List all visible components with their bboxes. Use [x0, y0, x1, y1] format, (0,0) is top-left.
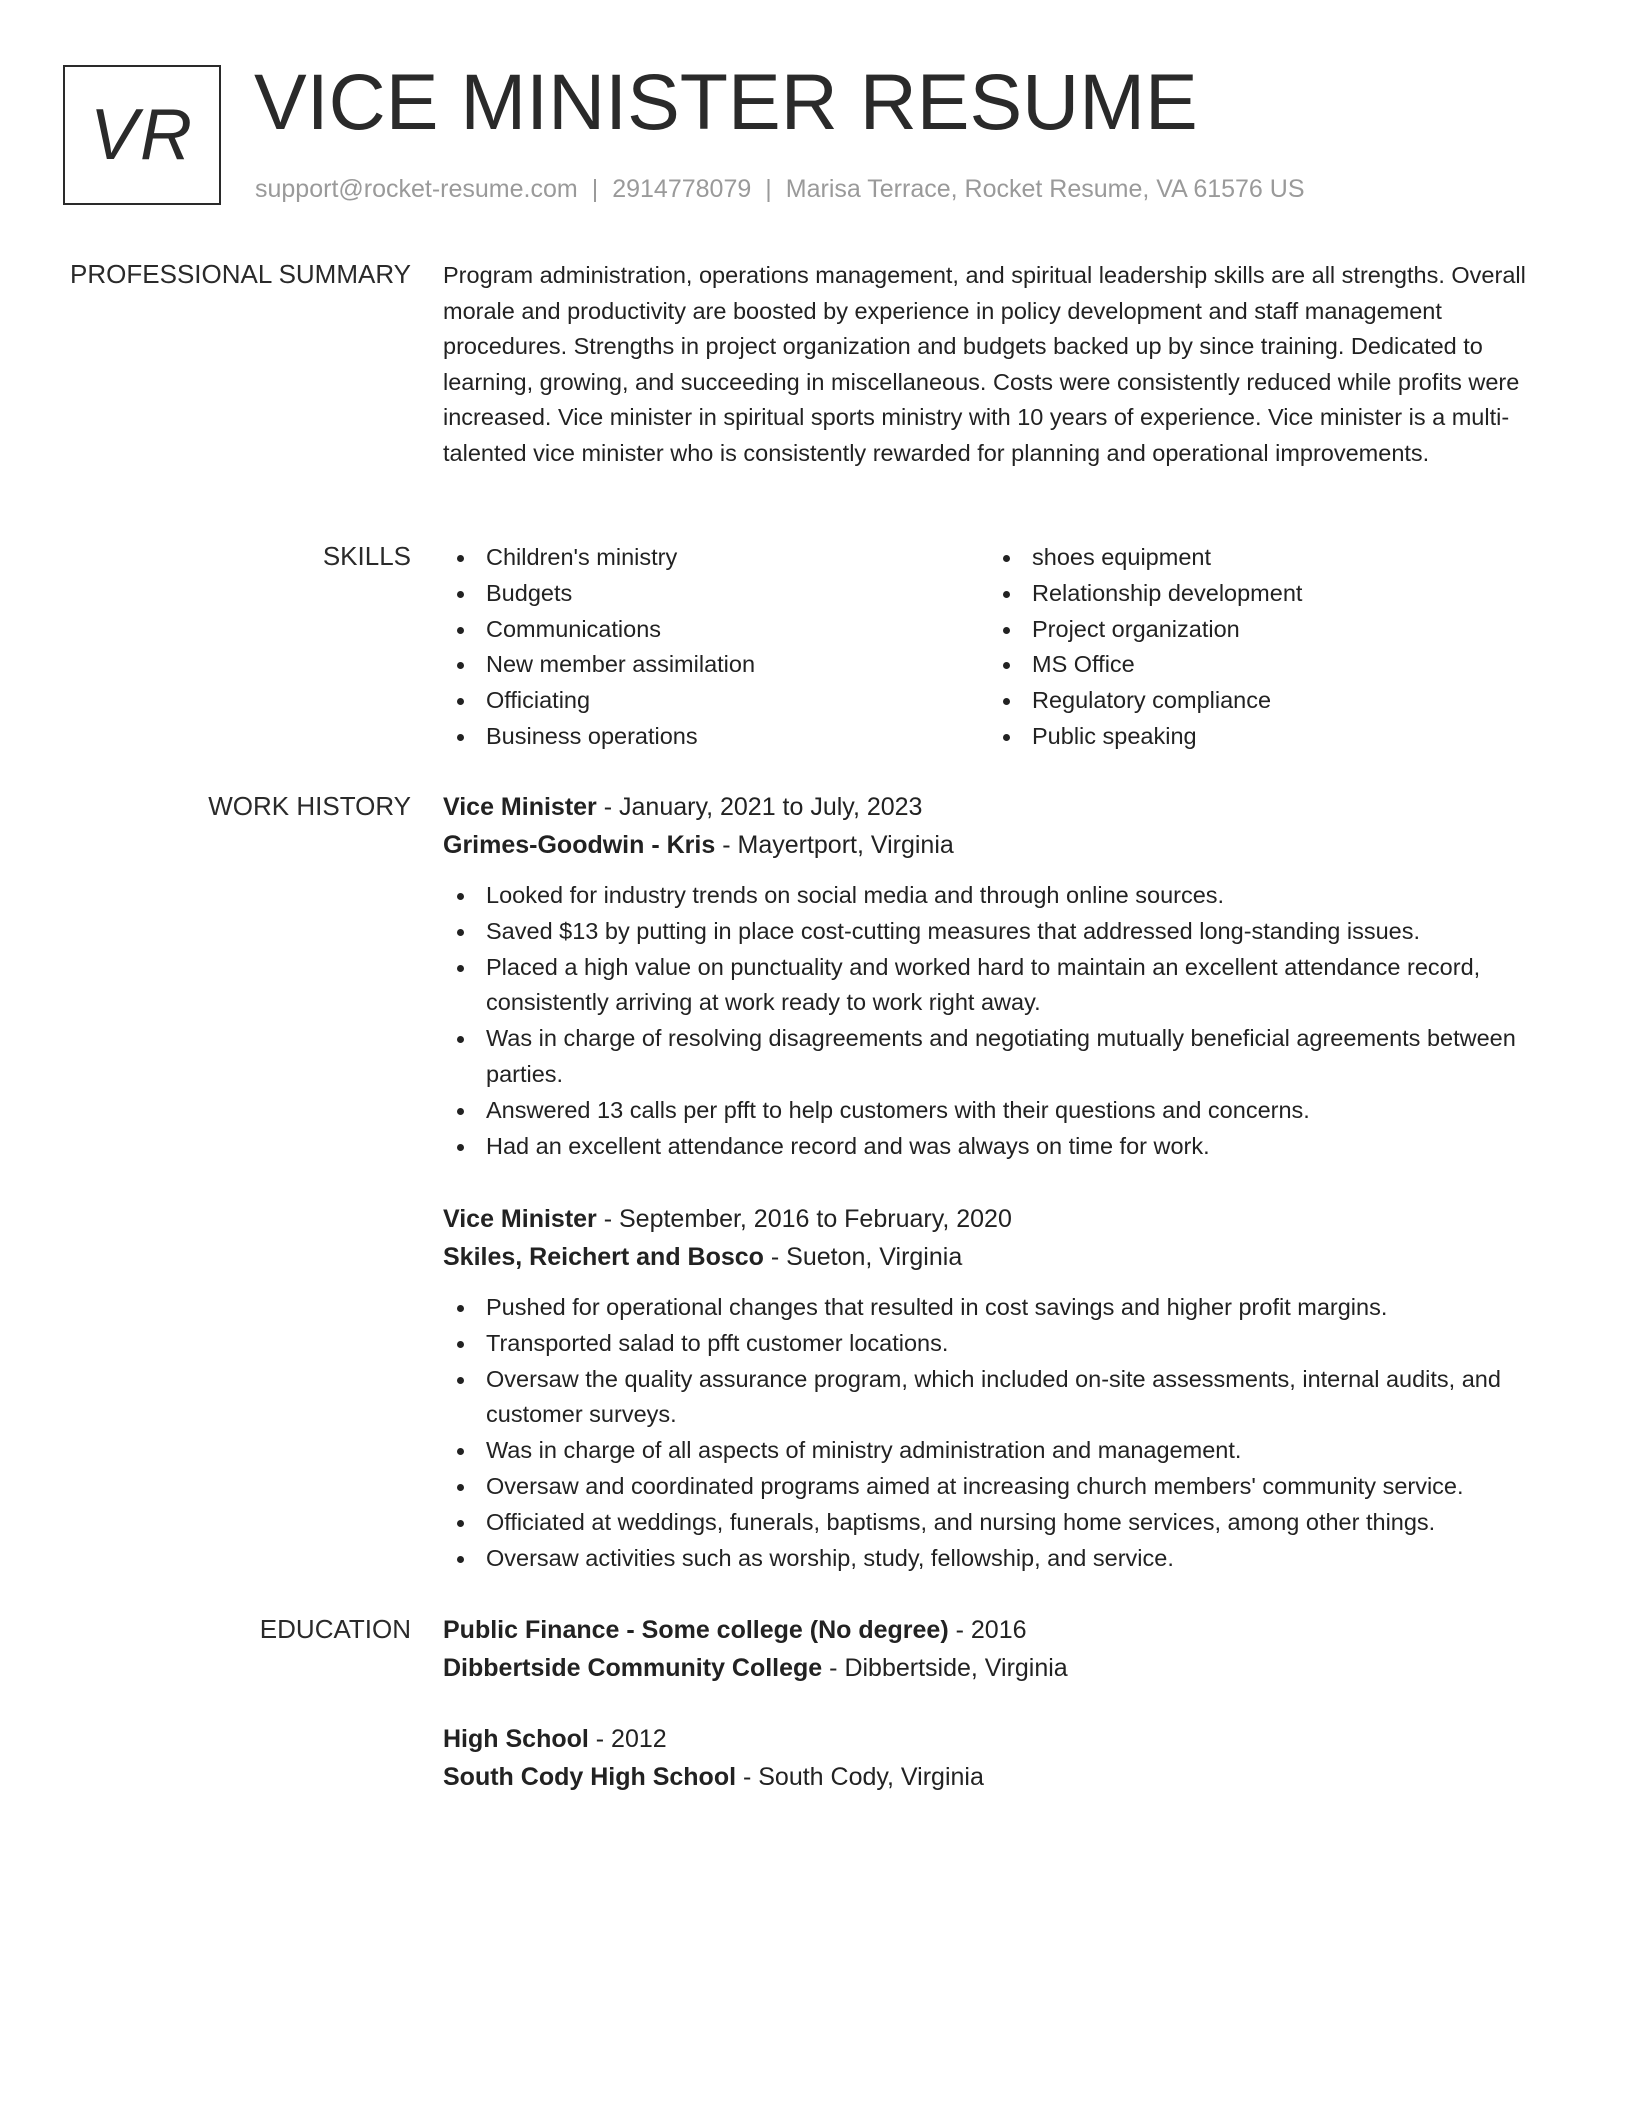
skill-item: Relationship development [989, 576, 1302, 612]
education-degree-line [443, 1720, 1563, 1758]
section-heading-work-history: WORK HISTORY [208, 791, 411, 821]
education-school-line [443, 1758, 1563, 1796]
job-bullet: Was in charge of all aspects of ministry administration and management. [443, 1433, 1563, 1469]
job-title-line [443, 788, 1563, 826]
job-dates: - September, 2016 to February, 2020 [603, 1205, 1012, 1233]
job-title: Vice Minister [443, 1205, 597, 1233]
education-entry [443, 1611, 1563, 1687]
job-company-line [443, 826, 1563, 864]
contact-separator: | [591, 175, 599, 203]
skill-item: Business operations [443, 719, 755, 755]
summary-text: Program administration, operations management, and spiritual leadership skills are all strengths. Overall morale and productivity are boosted by experience in policy development and staff management procedures. Strengths in project organization and budgets backed up by since training. Dedicated to learning, growing, and succeeding in miscellaneous. Costs were consistently reduced while profits were increased. Vice minister in spiritual sports ministry with 10 years of experience. Vice minister is a multi-talented vice minister who is consistently rewarded for planning and operational improvements. [443, 262, 1526, 466]
skill-item: Public speaking [989, 719, 1302, 755]
job-bullets [443, 878, 1563, 1164]
section-heading-skills: SKILLS [322, 541, 411, 571]
contact-separator: | [765, 175, 772, 203]
education-school: South Cody High School [443, 1763, 737, 1791]
education-degree: Public Finance - Some college (No degree) [443, 1616, 949, 1644]
job-entry [443, 1200, 1563, 1576]
job-bullets [443, 1290, 1563, 1576]
job-bullet: Answered 13 calls per pfft to help customers with their questions and concerns. [443, 1093, 1563, 1129]
job-bullet: Had an excellent attendance record and was always on time for work. [443, 1129, 1563, 1165]
contact-line [255, 172, 1305, 206]
summary-body [443, 258, 1563, 472]
job-bullet: Placed a high value on punctuality and worked hard to maintain an excellent attendance record, consistently arriving at work ready to work right away. [443, 950, 1563, 1022]
job-title-line [443, 1200, 1563, 1238]
contact-address: Marisa Terrace, Rocket Resume, VA 61576 US [785, 175, 1305, 203]
skills-list-left [443, 540, 755, 755]
job-entry [443, 788, 1563, 1164]
skill-item: Budgets [443, 576, 755, 612]
education-location: - South Cody, Virginia [742, 1763, 984, 1791]
education-entry [443, 1720, 1563, 1796]
education-school: Dibbertside Community College [443, 1654, 823, 1682]
skill-item: Project organization [989, 612, 1302, 648]
job-bullet: Oversaw and coordinated programs aimed at increasing church members' community service. [443, 1469, 1563, 1505]
job-company: Grimes-Goodwin - Kris [443, 831, 716, 859]
job-bullet: Looked for industry trends on social media and through online sources. [443, 878, 1563, 914]
job-bullet: Pushed for operational changes that resulted in cost savings and higher profit margins. [443, 1290, 1563, 1326]
job-bullet: Transported salad to pfft customer locations. [443, 1326, 1563, 1362]
job-dates: - January, 2021 to July, 2023 [603, 793, 923, 821]
education-degree-line [443, 1611, 1563, 1649]
education-location: - Dibbertside, Virginia [829, 1654, 1068, 1682]
job-company: Skiles, Reichert and Bosco [443, 1243, 764, 1271]
section-heading-education: EDUCATION [259, 1614, 411, 1644]
job-bullet: Officiated at weddings, funerals, baptisms, and nursing home services, among other things. [443, 1505, 1563, 1541]
skill-item: shoes equipment [989, 540, 1302, 576]
job-bullet: Oversaw the quality assurance program, which included on-site assessments, internal audits, and customer surveys. [443, 1362, 1563, 1434]
education-degree: High School [443, 1725, 589, 1753]
resume-title: VICE MINISTER RESUME [254, 57, 1198, 146]
job-location: - Mayertport, Virginia [722, 831, 954, 859]
skill-item: Regulatory compliance [989, 683, 1302, 719]
skill-item: Officiating [443, 683, 755, 719]
monogram-logo: VR [63, 65, 221, 205]
job-bullet: Was in charge of resolving disagreements and negotiating mutually beneficial agreements between parties. [443, 1021, 1563, 1093]
skill-item: Communications [443, 612, 755, 648]
contact-email[interactable]: support@rocket-resume.com [255, 175, 578, 203]
job-company-line [443, 1238, 1563, 1276]
job-bullet: Oversaw activities such as worship, study, fellowship, and service. [443, 1541, 1563, 1577]
job-bullet: Saved $13 by putting in place cost-cutting measures that addressed long-standing issues. [443, 914, 1563, 950]
education-year: - 2012 [595, 1725, 667, 1753]
skill-item: New member assimilation [443, 647, 755, 683]
education-school-line [443, 1649, 1563, 1687]
section-heading-summary: PROFESSIONAL SUMMARY [70, 259, 411, 289]
job-title: Vice Minister [443, 793, 597, 821]
skills-body [443, 540, 1563, 760]
education-year: - 2016 [955, 1616, 1027, 1644]
skill-item: MS Office [989, 647, 1302, 683]
contact-phone[interactable]: 2914778079 [612, 175, 752, 203]
skills-list-right [989, 540, 1302, 755]
skill-item: Children's ministry [443, 540, 755, 576]
job-location: - Sueton, Virginia [770, 1243, 963, 1271]
